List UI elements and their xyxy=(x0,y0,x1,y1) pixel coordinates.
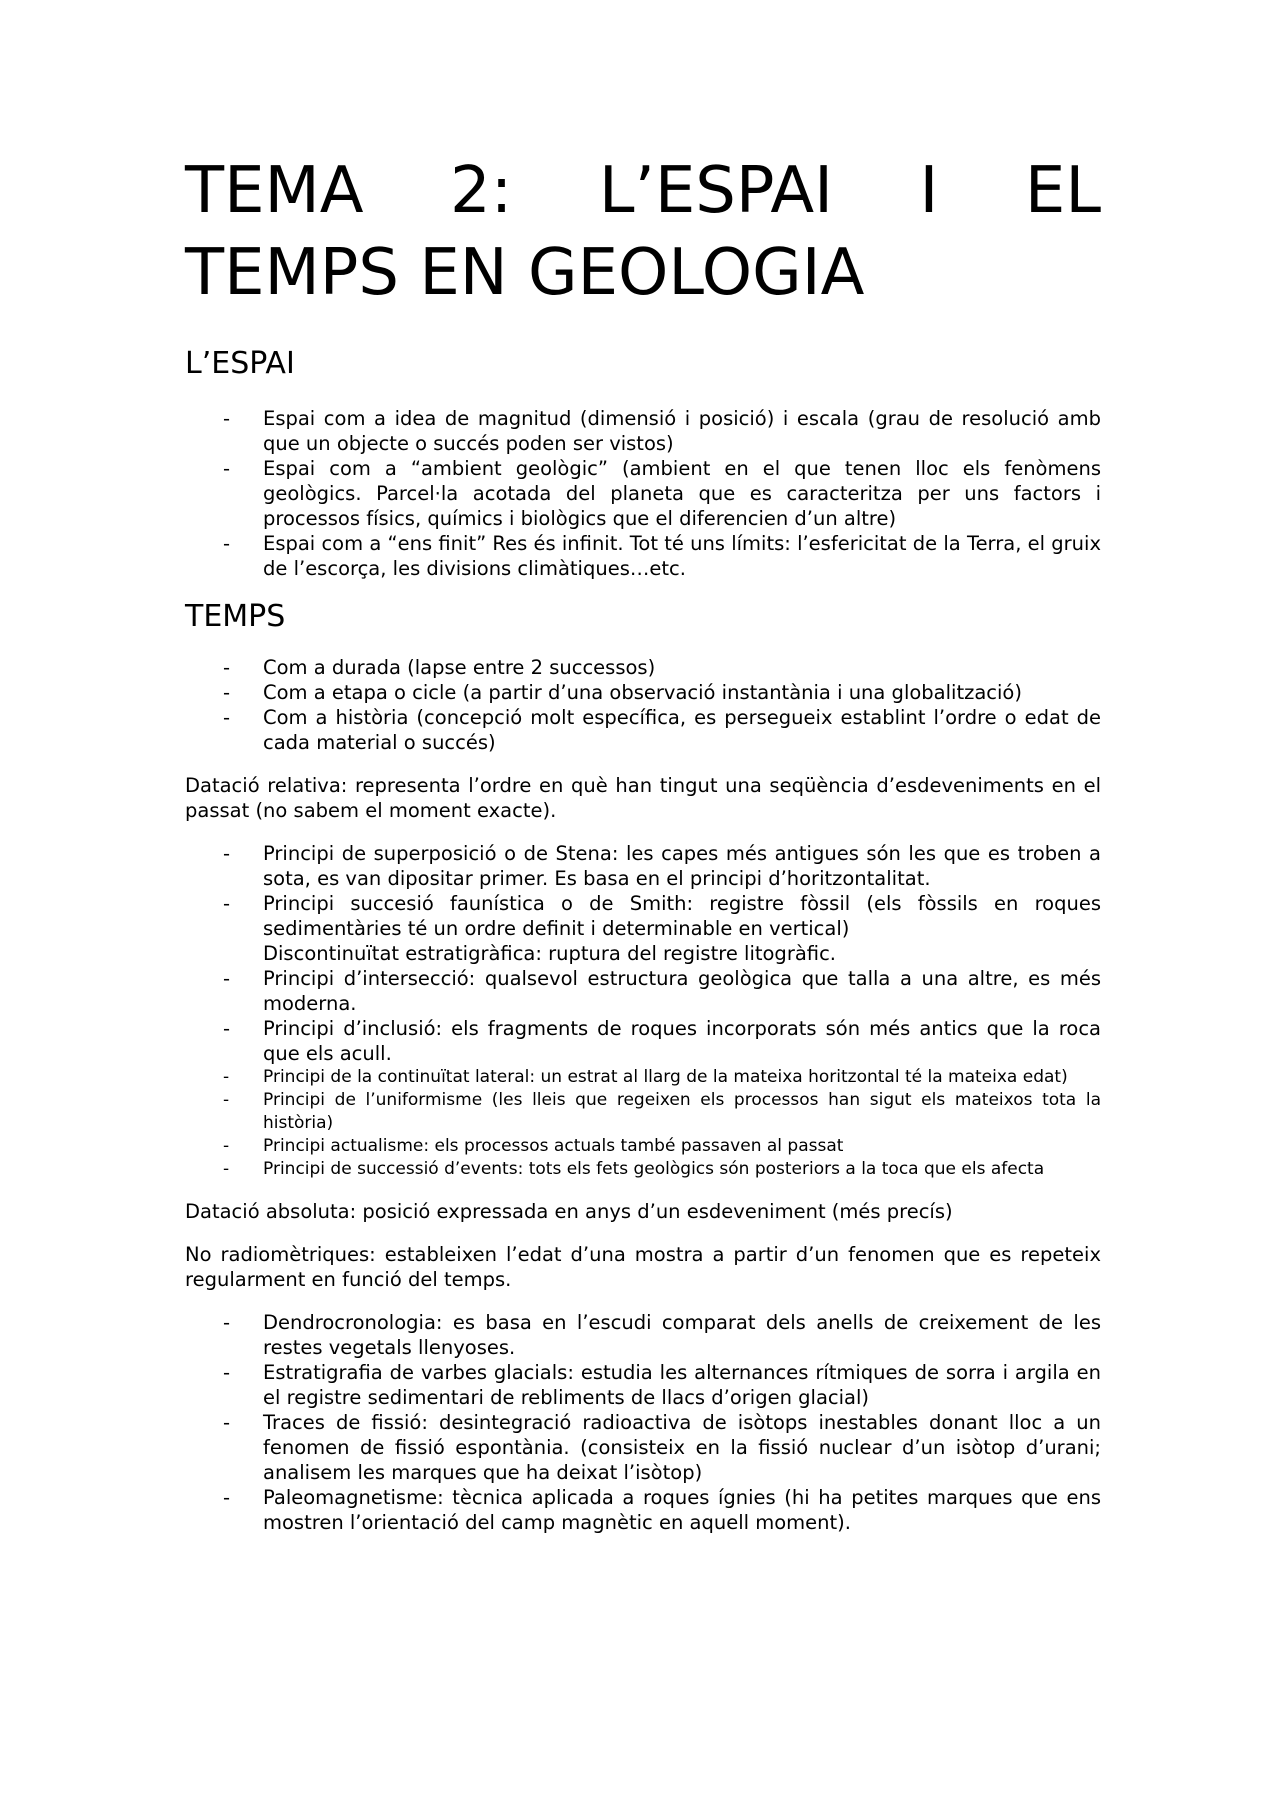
list-item: - Espai com a idea de magnitud (dimensió i posició) i escala (grau de resolució amb que un objecte o succés poden ser vistos) xyxy=(185,406,1101,456)
datacio-relativa-small-list xyxy=(185,1066,1101,1181)
datacio-relativa-paragraph: Datació relativa: representa l’ordre en què han tingut una seqüència d’esdeveniments en el passat (no sabem el moment exacte). xyxy=(185,774,1101,822)
list-item-subline: Discontinuïtat estratigràfica: ruptura del registre litogràfic. xyxy=(263,942,836,965)
list-item: - Com a durada (lapse entre 2 successos) xyxy=(185,655,1101,680)
title-word: L’ESPAI xyxy=(598,154,834,228)
section-heading-temps: TEMPS xyxy=(185,599,286,634)
list-item: - Principi d’inclusió: els fragments de roques incorporats són més antics que la roca que els acull. xyxy=(185,1016,1101,1066)
list-item: - Principi de successió d’events: tots els fets geològics són posteriors a la toca que els afecta xyxy=(185,1158,1101,1181)
list-item: - Principi de la continuïtat lateral: un estrat al llarg de la mateixa horitzontal té la mateixa edat) xyxy=(185,1066,1101,1089)
list-item: - Espai com a “ambient geològic” (ambient en el que tenen lloc els fenòmens geològics. Parcel·la acotada del planeta que es caracteritza per uns factors i processos físics, químics i biològics que el diferencien d’un altre) xyxy=(185,456,1101,531)
list-item-text: Principi succesió faunística o de Smith: registre fòssil (els fòssils en roques sedimentàries té un ordre definit i determinable en vertical) xyxy=(263,892,1101,940)
list-item: - Com a història (concepció molt específica, es persegueix establint l’ordre o edat de cada material o succés) xyxy=(185,705,1101,755)
spacer xyxy=(185,1224,1101,1242)
datacio-relativa-list xyxy=(185,841,1101,1066)
list-item: - Dendrocronologia: es basa en l’escudi comparat dels anells de creixement de les restes vegetals llenyoses. xyxy=(185,1310,1101,1360)
title-word: I xyxy=(919,154,939,228)
espai-list xyxy=(185,406,1101,581)
list-item: - Espai com a “ens finit” Res és infinit. Tot té uns límits: l’esfericitat de la Terra, el gruix de l’escorça, les divisions climàtiques…etc. xyxy=(185,531,1101,581)
section-heading-espai: L’ESPAI xyxy=(185,346,295,381)
spacer xyxy=(185,1292,1101,1310)
list-item: - Principi de superposició o de Stena: les capes més antigues són les que es troben a sota, es van dipositar primer. Es basa en el principi d’horitzontalitat. xyxy=(185,841,1101,891)
list-item: - Principi de l’uniformisme (les lleis que regeixen els processos han sigut els mateixos tota la història) xyxy=(185,1089,1101,1135)
list-item: - Com a etapa o cicle (a partir d’una observació instantània i una globalització) xyxy=(185,680,1101,705)
list-item: - Principi d’intersecció: qualsevol estructura geològica que talla a una altre, es més moderna. xyxy=(185,966,1101,1016)
list-item: - Traces de fissió: desintegració radioactiva de isòtops inestables donant lloc a un fenomen de fissió espontània. (consisteix en la fissió nuclear d’un isòtop d’urani; analisem les marques que ha deixat l’isòtop) xyxy=(185,1410,1101,1485)
title-line-2: TEMPS EN GEOLOGIA xyxy=(185,236,865,310)
spacer xyxy=(185,1181,1101,1199)
title-word: 2: xyxy=(450,154,513,228)
document-page xyxy=(185,150,1101,1535)
title-line-1 xyxy=(185,150,1101,232)
no-radiometriques-list xyxy=(185,1310,1101,1535)
list-item xyxy=(185,891,1101,966)
title-word: EL xyxy=(1024,154,1101,228)
datacio-absoluta-paragraph: Datació absoluta: posició expressada en anys d’un esdeveniment (més precís) xyxy=(185,1200,953,1223)
temps-list xyxy=(185,655,1101,755)
list-item: - Principi actualisme: els processos actuals també passaven al passat xyxy=(185,1135,1101,1158)
page-title xyxy=(185,150,1101,314)
spacer xyxy=(185,755,1101,773)
no-radiometriques-paragraph: No radiomètriques: estableixen l’edat d’una mostra a partir d’un fenomen que es repeteix regularment en funció del temps. xyxy=(185,1243,1101,1291)
title-word: TEMA xyxy=(185,154,364,228)
list-item: - Paleomagnetisme: tècnica aplicada a roques ígnies (hi ha petites marques que ens mostren l’orientació del camp magnètic en aquell moment). xyxy=(185,1485,1101,1535)
spacer xyxy=(185,823,1101,841)
list-item: - Estratigrafia de varbes glacials: estudia les alternances rítmiques de sorra i argila en el registre sedimentari de rebliments de llacs d’origen glacial) xyxy=(185,1360,1101,1410)
